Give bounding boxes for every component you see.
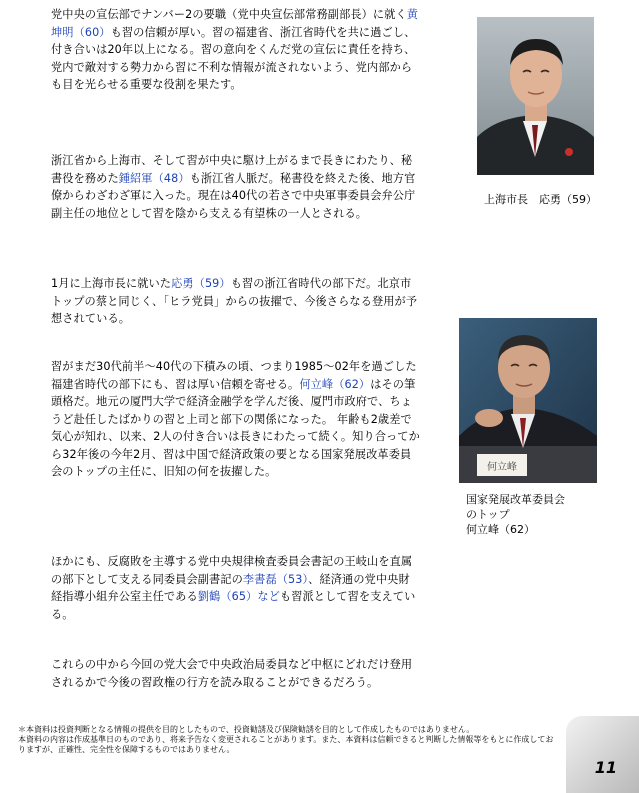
paragraph-text: も習の信頼が厚い。習の福建省、浙江省時代を共に過ごし、付き合いは20年以上になる。習の意向をくんだ党の宣伝に責任を持ち、党内で敵対する勢力から習に不利な情報が流されないよう、党内部からも目を光らせる重要な役割を果たす。 [51,25,416,91]
paragraph-text: も習の浙江省時代の部下だ。北京市トップの蔡と同じく、「ヒラ党員」からの抜擢で、今後さらなる登用が予想されている。 [51,277,418,325]
person-name-zhong-shaojun: 鍾紹軍（48） [118,171,190,185]
paragraph-text: も習派として習を支えている。 [51,590,416,621]
photo-he-lifeng [459,318,597,483]
person-name-ying-yong: 応勇（59） [171,277,231,290]
paragraph-text: はその筆頭格だ。地元の厦門大学で経済金融学を学んだ後、厦門市政府で、ちょうど赴任したばかりの習と上司と部下の関係になった。 年齢も2歳差で気心が知れ、以来、2人の付き合いは長きにわたって続く。知り合ってから32年後の今年2月、習は中国で経済政策の要となる国家発展改革委員会のトップの主任に、旧知の何を抜擢した。 [51,377,420,478]
person-name-li-shulei: 李書磊（53） [242,572,309,586]
paragraph-text: 習がまだ30代前半～40代の下積みの頃、つまり1985～02年を過ごした福建省時代の部下にも、習は厚い信頼を寄せる。 [51,360,417,391]
paragraph-zhong-shaojun [51,152,421,222]
portrait-illustration [459,318,597,483]
paragraph-text: 党中央の宣伝部でナンバー2の要職（党中央宣伝部常務副部長）に就く [51,8,407,21]
photo-ying-yong [477,17,594,175]
paragraph-text: 1月に上海市長に就いた [51,277,172,290]
person-name-liu-he: 劉鶴（65）など [197,590,280,603]
paragraph-li-shulei-liu-he [51,553,421,623]
page-number-box [566,716,639,793]
paragraph-text: も浙江省人脈だ。秘書役を終えた後、地方官僚からわざわざ軍に入った。現在は40代の若さで中央軍事委員会弁公庁副主任の地位として習を陰から支える有望株の一人とされる。 [51,171,416,220]
paragraph-ying-yong [51,275,421,328]
paragraph-he-lifeng [51,358,421,481]
disclaimer-line: 本資料の内容は作成基準日のものであり、将来予告なく変更されることがあります。また、本資料は信頼できると判断した情報等をもとに作成しておりますが、正確性、完全性を保障するものではありません。 [18,735,554,754]
paragraph-text: ほかにも、反腐敗を主導する党中央規律検査委員会書記の王岐山を直属の部下として支える同委員会副書記の [51,555,413,586]
caption-line: 国家発展改革委員会 [466,493,565,506]
disclaimer-line: ＊本資料は投資判断となる情報の提供を目的としたもので、投資勧誘及び保険勧誘を目的として作成したものではありません。 [18,725,475,734]
caption-line: のトップ [466,508,510,521]
photo-caption-ying-yong: 上海市長 応勇（59） [484,193,597,206]
caption-line: 何立峰（62） [466,523,535,536]
portrait-illustration [477,17,594,175]
paragraph-text: 、経済通の党中央財経指導小組弁公室主任である [51,572,410,603]
page-number: 11 [594,758,617,777]
photo-caption-he-lifeng [466,492,626,537]
person-name-huang-kunming: 黄坤明（60） [51,8,419,39]
disclaimer [18,725,558,755]
paragraph-huang-kunming [51,6,421,94]
paragraph-conclusion: これらの中から今回の党大会で中央政治局委員など中枢にどれだけ登用されるかで今後の習政権の行方を読み取ることができるだろう。 [51,658,413,689]
person-name-he-lifeng: 何立峰（62） [299,377,371,391]
paragraph-text: 浙江省から上海市、そして習が中央に駆け上がるまで長きにわたり、秘書役を務めた [51,154,413,185]
nameplate-text: 何立峰 [487,462,517,473]
